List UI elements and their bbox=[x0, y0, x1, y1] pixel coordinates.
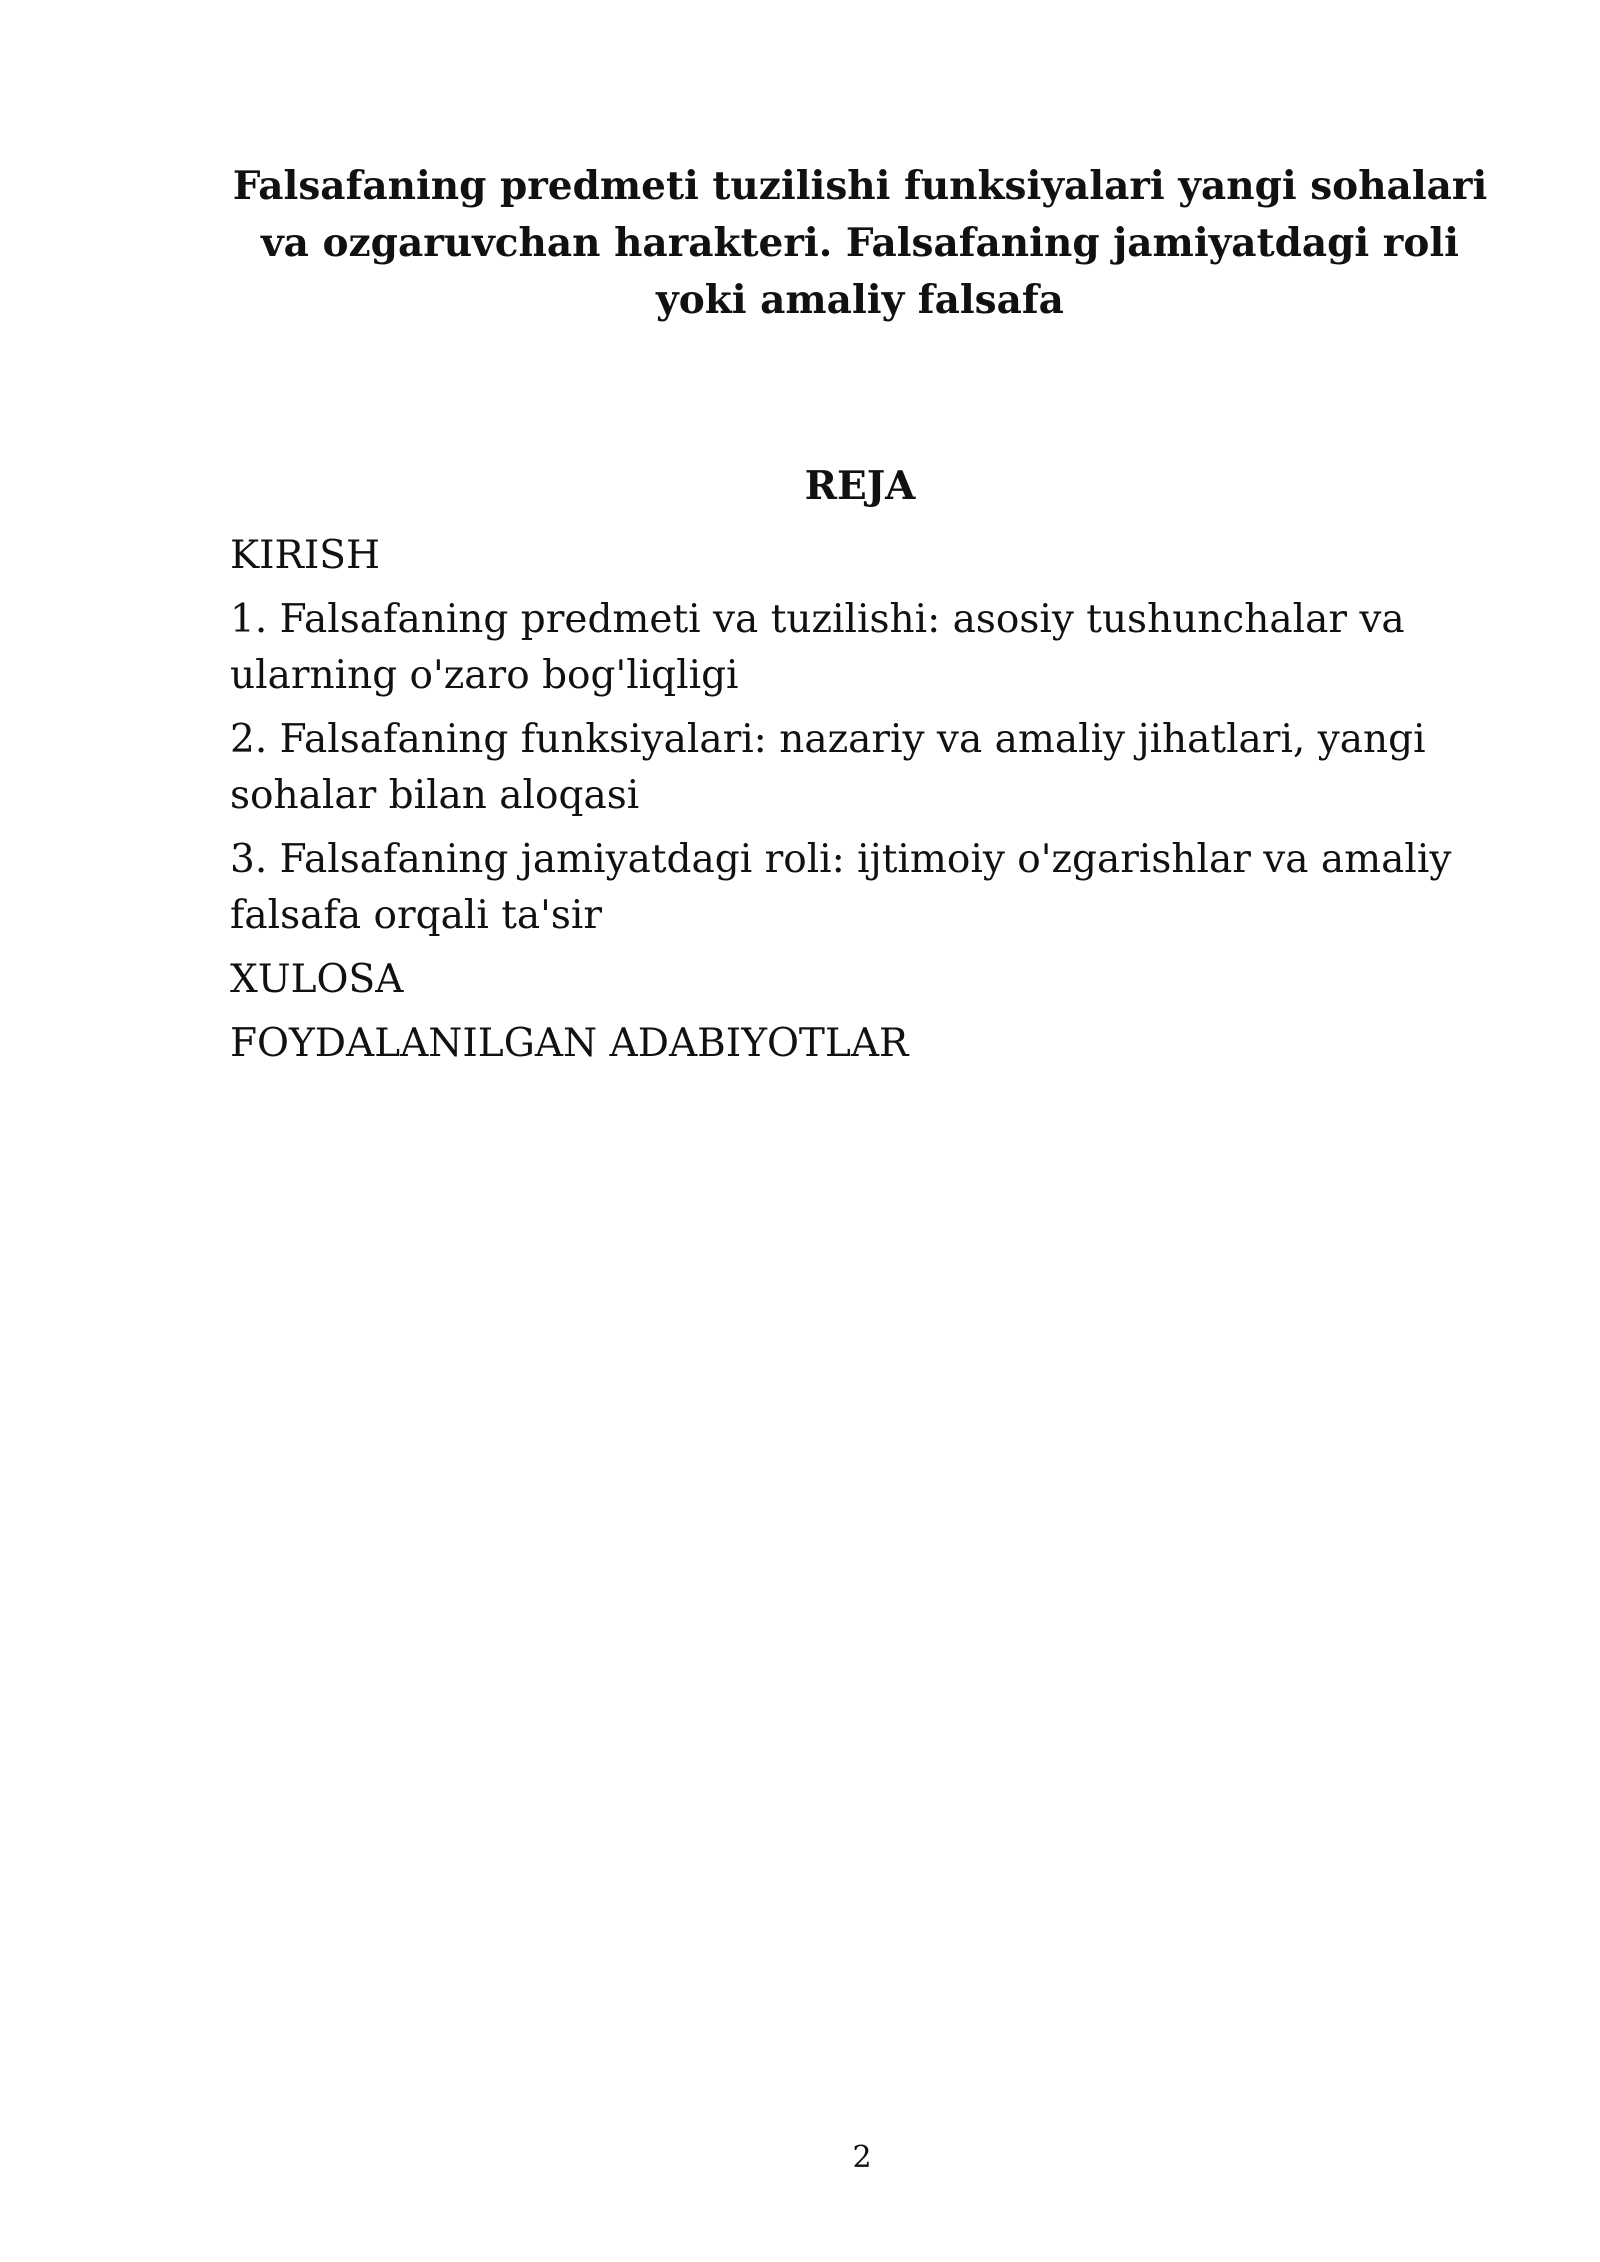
plan-item-line: FOYDALANILGAN ADABIYOTLAR bbox=[230, 1021, 909, 1066]
plan-list bbox=[230, 528, 1490, 1080]
plan-item-references bbox=[230, 1016, 1490, 1072]
plan-item-conclusion bbox=[230, 952, 1490, 1008]
plan-item-line: 1. Falsafaning predmeti va tuzilishi: asosiy tushunchalar va bbox=[230, 597, 1405, 642]
document-title bbox=[230, 158, 1490, 329]
title-line: yoki amaliy falsafa bbox=[656, 277, 1064, 323]
plan-heading: REJA bbox=[804, 463, 916, 509]
plan-item-2 bbox=[230, 712, 1490, 824]
plan-item-line: KIRISH bbox=[230, 533, 381, 578]
plan-item-line: sohalar bilan aloqasi bbox=[230, 773, 640, 818]
plan-item-introduction bbox=[230, 528, 1490, 584]
title-line: va ozgaruvchan harakteri. Falsafaning jamiyatdagi roli bbox=[261, 220, 1459, 266]
plan-item-3 bbox=[230, 832, 1490, 944]
plan-item-line: ularning o'zaro bog'liqligi bbox=[230, 653, 739, 698]
page-number: 2 bbox=[852, 2140, 872, 2175]
plan-item-line: 3. Falsafaning jamiyatdagi roli: ijtimoiy o'zgarishlar va amaliy bbox=[230, 837, 1452, 882]
plan-item-1 bbox=[230, 592, 1490, 704]
plan-item-line: 2. Falsafaning funksiyalari: nazariy va amaliy jihatlari, yangi bbox=[230, 717, 1426, 762]
plan-item-line: falsafa orqali ta'sir bbox=[230, 893, 602, 938]
plan-item-line: XULOSA bbox=[230, 957, 404, 1002]
title-line: Falsafaning predmeti tuzilishi funksiyalari yangi sohalari bbox=[232, 163, 1488, 209]
